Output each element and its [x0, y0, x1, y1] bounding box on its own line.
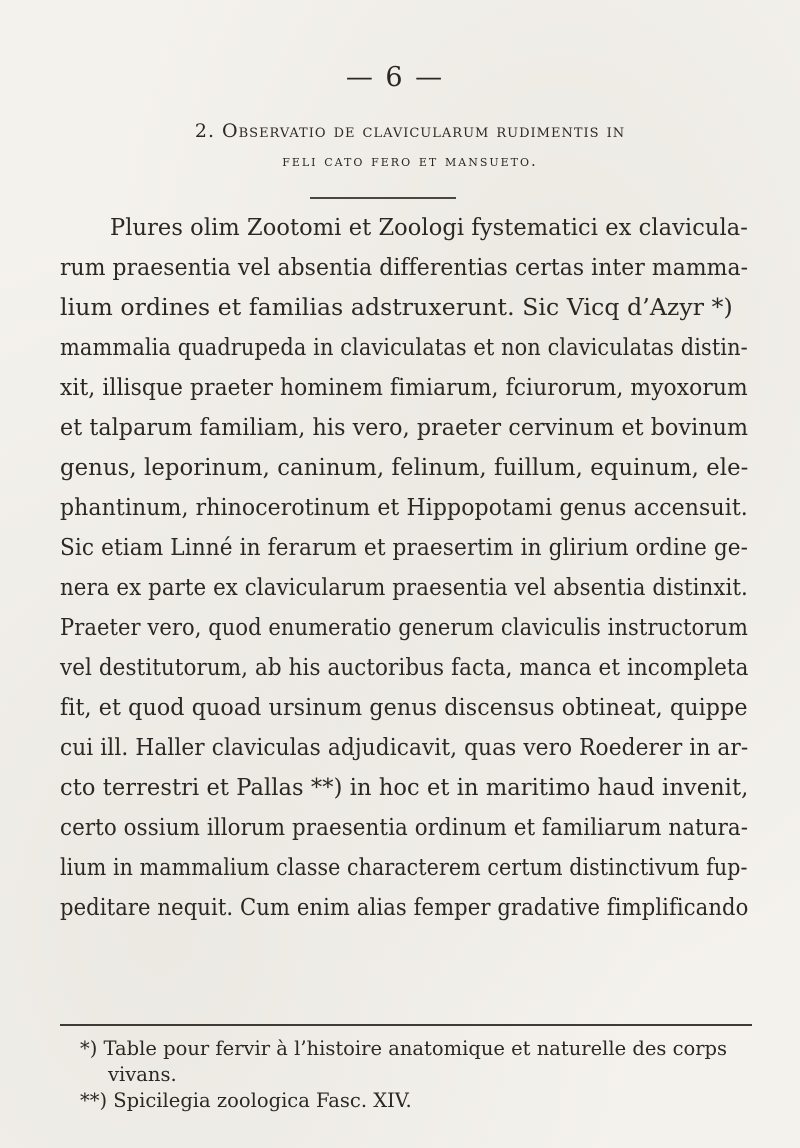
- body-line: rum praesentia vel absentia differentias certas inter mamma-: [60, 253, 749, 281]
- body-line: mammalia quadrupeda in claviculatas et non claviculatas distin-: [60, 333, 748, 361]
- body-line: et talparum familiam, his vero, praeter cervinum et bovinum: [60, 413, 749, 441]
- body-line: lium in mammalium classe characterem certum distinctivum fup-: [60, 853, 748, 881]
- heading-rule: [310, 197, 456, 199]
- footnote-1: *) Table pour fervir à l’histoire anatomique et naturelle des corps: [80, 1037, 728, 1060]
- body-line: lium ordines et familias adstruxerunt. Sic Vicq d’Azyr *): [60, 293, 733, 321]
- body-line: cto terrestri et Pallas **) in hoc et in maritimo haud invenit,: [60, 773, 749, 801]
- body-line: peditare nequit. Cum enim alias femper gradative fimplificando: [60, 893, 749, 921]
- body-line: vel destitutorum, ab his auctoribus facta, manca et incompleta: [60, 653, 749, 681]
- body-line: genus, leporinum, caninum, felinum, fuillum, equinum, ele-: [60, 453, 749, 481]
- body-line: certo ossium illorum praesentia ordinum et familiarum natura-: [60, 813, 749, 841]
- body-line: Plures olim Zootomi et Zoologi fystematici ex clavicula-: [110, 213, 748, 241]
- section-heading: [50, 116, 770, 176]
- heading-line-1: 2. Observatio de clavicularum rudimentis in: [194, 120, 626, 142]
- body-line: xit, illisque praeter hominem fimiarum, fciurorum, myoxorum: [60, 373, 748, 401]
- body-line: Praeter vero, quod enumeratio generum claviculis instructorum: [60, 613, 749, 641]
- body-line: phantinum, rhinocerotinum et Hippopotami genus accensuit.: [60, 493, 748, 521]
- page-number: — 6 —: [345, 62, 445, 93]
- body-line: Sic etiam Linné in ferarum et praesertim in glirium ordine ge-: [60, 533, 749, 561]
- footnote-2: **) Spicilegia zoologica Fasc. XIV.: [80, 1089, 412, 1112]
- footnote-rule: [60, 1024, 752, 1026]
- footnote-1-cont: vivans.: [108, 1063, 177, 1086]
- body-line: nera ex parte ex clavicularum praesentia vel absentia distinxit.: [60, 573, 748, 601]
- body-line: fit, et quod quoad ursinum genus discensus obtineat, quippe: [60, 693, 748, 721]
- body-line: cui ill. Haller claviculas adjudicavit, quas vero Roederer in ar-: [60, 733, 749, 761]
- heading-line-2: feli cato fero et mansueto.: [282, 152, 538, 170]
